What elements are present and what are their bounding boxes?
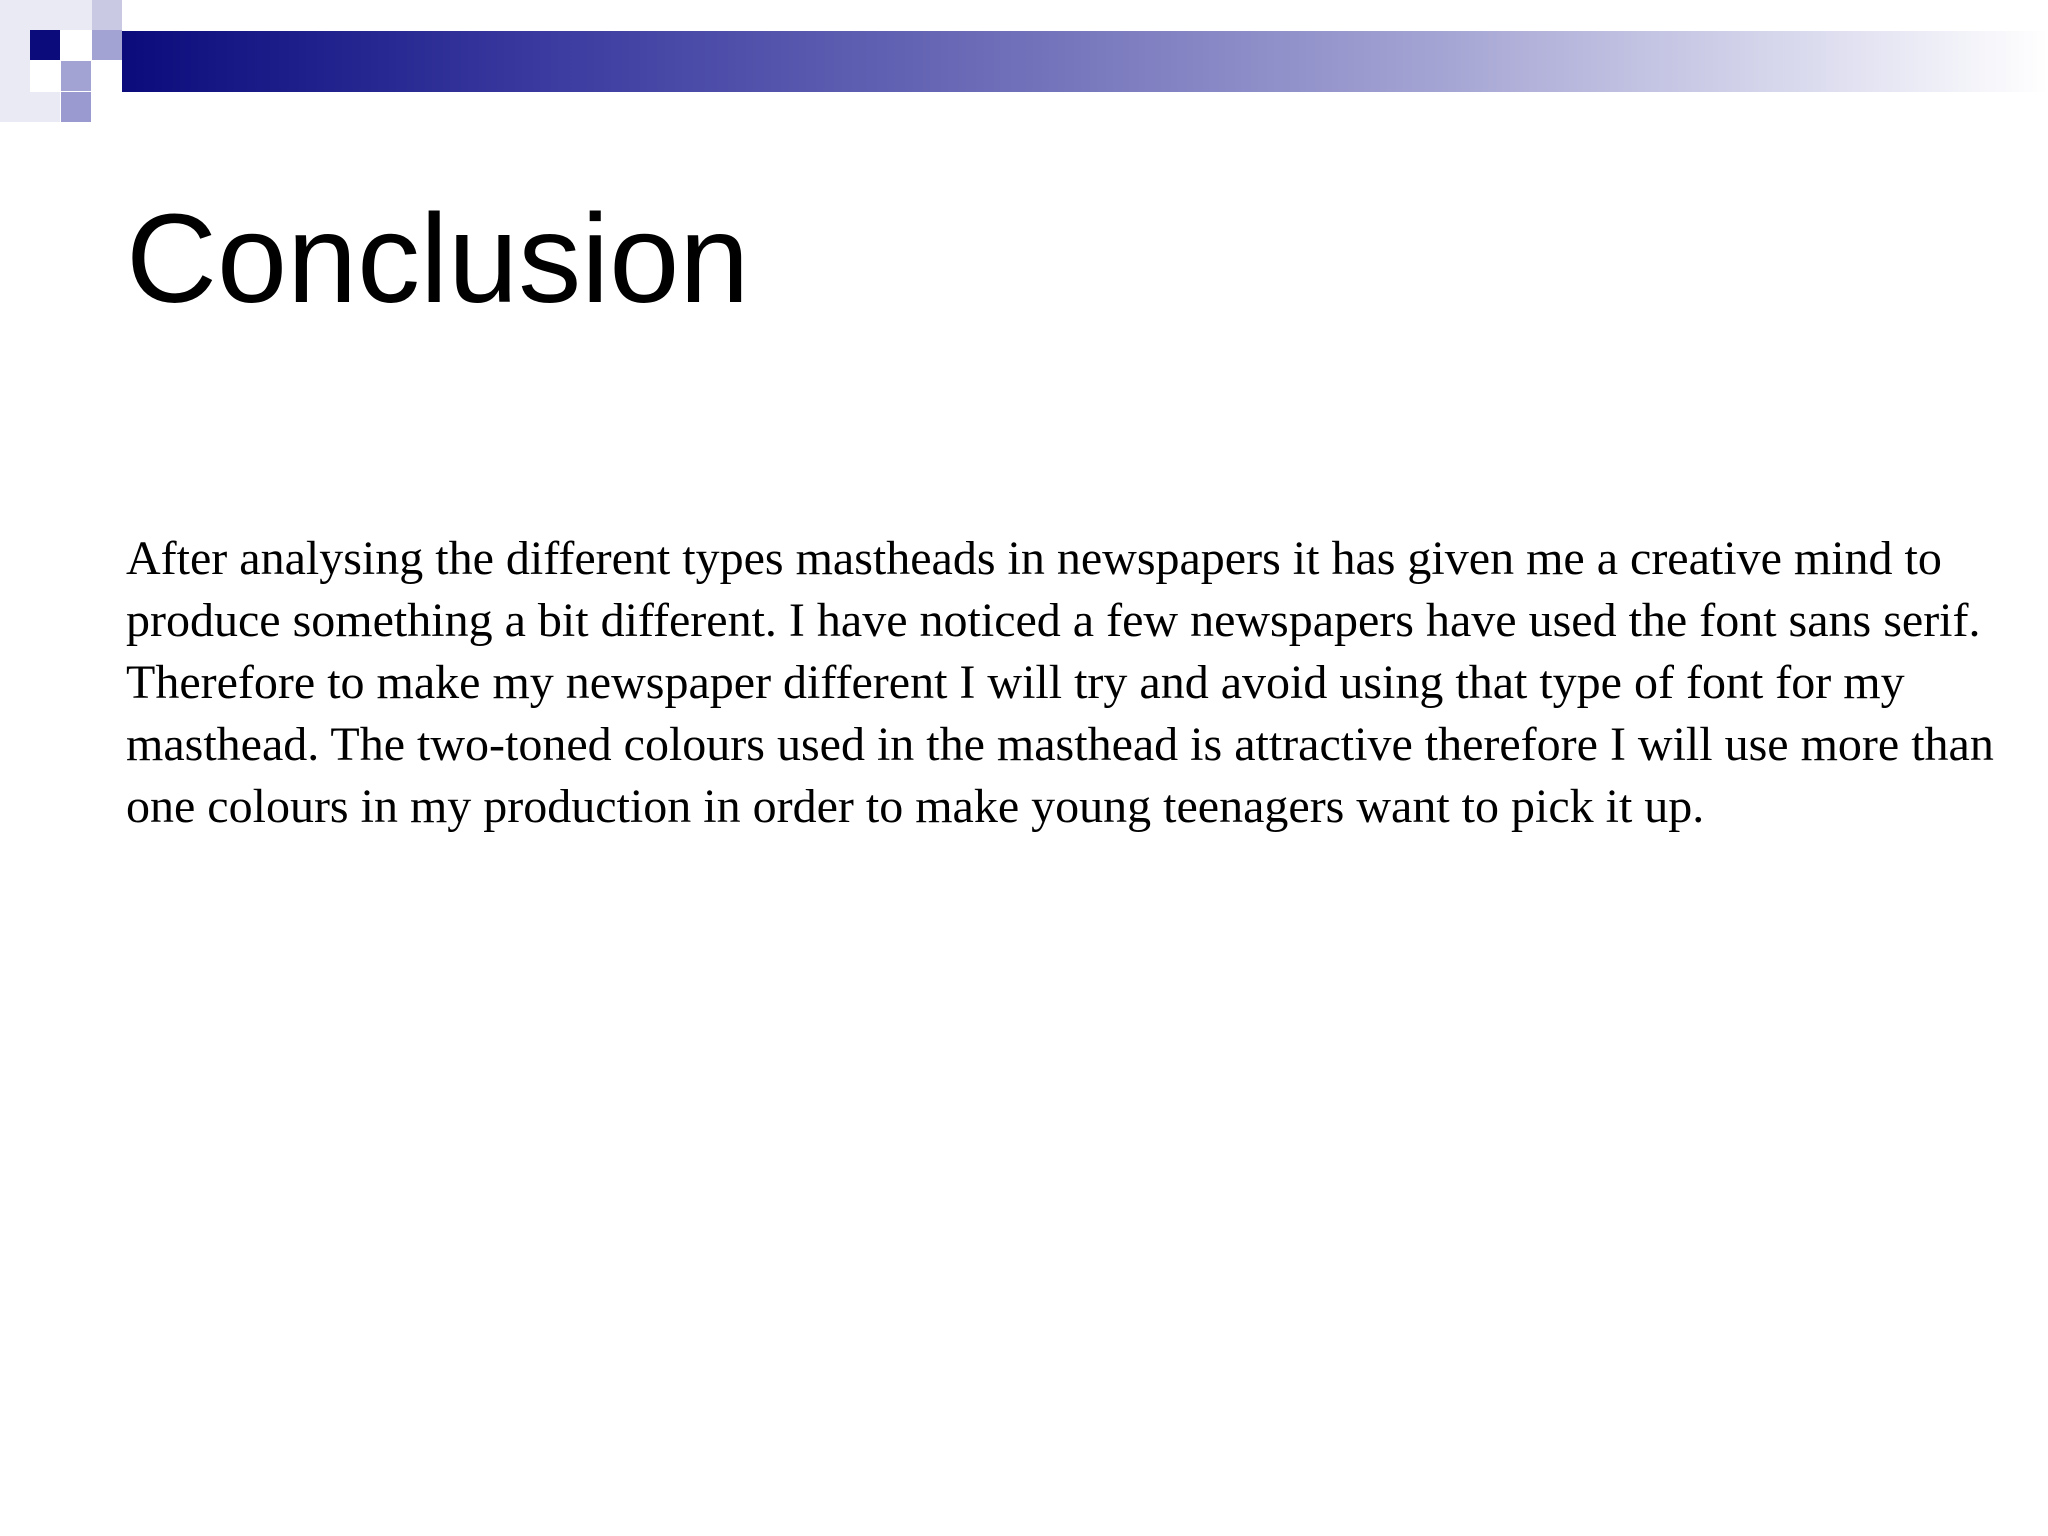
deco-square-dark [30, 30, 60, 60]
deco-square-mid [61, 61, 91, 91]
slide-title: Conclusion [126, 188, 750, 329]
decorative-squares [0, 0, 160, 125]
deco-square-light [0, 0, 30, 122]
deco-square-light [30, 92, 60, 122]
deco-square-mid [92, 30, 122, 60]
header-gradient-band [122, 31, 2048, 92]
deco-square-mid [61, 92, 91, 122]
slide-body-text: After analysing the different types mastheads in newspapers it has given me a creative mind to produce something a bit different. I have noticed a few newspapers have used the font sans serif. Therefore to make my newspaper different I will try and avoid using that type of font for my masthead. The two-toned colours used in the masthead is attractive therefore I will use more than one colours in my production in order to make young teenagers want to pick it up. [126, 532, 1994, 833]
deco-square-light [92, 0, 122, 30]
